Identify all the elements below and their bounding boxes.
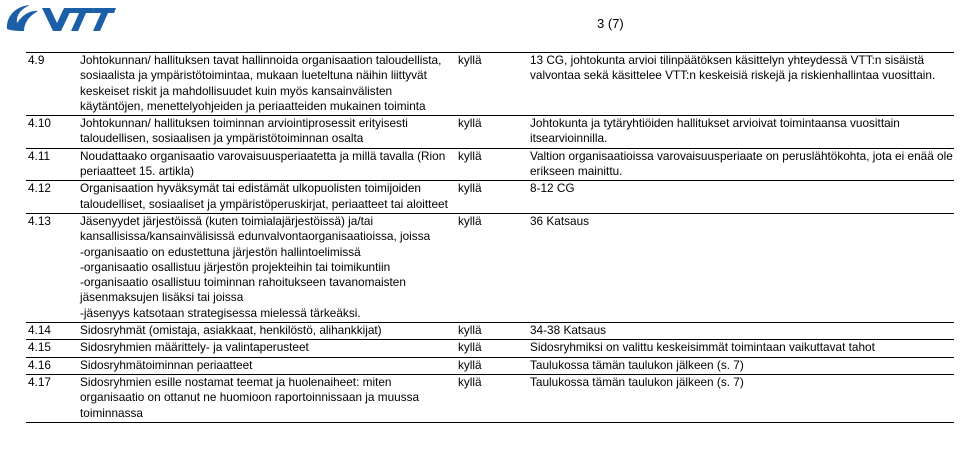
- row-description: Johtokunnan/ hallituksen toiminnan arviointiprosessit erityisesti taloudellisen, sosiaalisen ja ympäristötoiminnan osalta: [80, 116, 408, 146]
- row-description: Jäsenyydet järjestöissä (kuten toimialajärjestöissä) ja/tai kansallisissa/kansainvälisissä edunvalvontaorganisaatioissa, joissa -organisaatio on edustettuna järjestön hallintoelimissä -organisaatio osallistuu järjestön projekteihin tai toimikuntiin -organisaatio osallistuu toiminnan rahoitukseen tavanomaisten jäsenmaksujen lisäksi tai joissa -jäsenyys katsotaan strategisessa mielessä tärkeäksi.: [80, 213, 431, 320]
- row-comment: 8-12 CG: [530, 181, 575, 196]
- row-status: kyllä: [458, 148, 482, 163]
- row-number: 4.14: [28, 323, 51, 338]
- row-comment: 34-38 Katsaus: [530, 323, 607, 338]
- table-row: [26, 357, 954, 374]
- row-description: Noudattaako organisaatio varovaisuusperiaatetta ja millä tavalla (Rion periaatteet 15. artikla): [80, 148, 446, 179]
- row-comment: Valtion organisaatioissa varovaisuusperiaate on peruslähtökohta, jota ei enää ole erikseen mainittu.: [530, 148, 953, 179]
- table-row: [26, 116, 954, 149]
- row-number: 4.15: [28, 340, 51, 355]
- row-number: 4.12: [28, 181, 51, 196]
- row-status: kyllä: [458, 181, 482, 196]
- table-row: [26, 374, 954, 422]
- row-number: 4.9: [28, 53, 45, 67]
- table-row: [26, 213, 954, 322]
- table-row: [26, 181, 954, 214]
- row-description: Sidosryhmien määrittely- ja valintaperusteet: [80, 340, 309, 355]
- row-comment: Sidosryhmiksi on valittu keskeisimmät toimintaan vaikuttavat tahot: [530, 340, 875, 355]
- logo-letter-t2: [92, 8, 116, 31]
- table-row: [26, 340, 954, 357]
- row-description: Sidosryhmät (omistaja, asiakkaat, henkilöstö, alihankkijat): [80, 323, 382, 338]
- page-number: 3 (7): [597, 16, 624, 31]
- logo-swirl-mark: [7, 5, 38, 31]
- gri-requirements-table: [26, 52, 954, 423]
- vtt-logo: [4, 2, 116, 34]
- row-description: Johtokunnan/ hallituksen tavat hallinnoida organisaation taloudellista, sosiaalista ja ympäristötoimintaa, mukaan lueteltuna näihin liittyvät keskeiset riskit ja mahdollisuudet kuin myös kansainvälisten käytäntöjen, menettelyohjeiden ja periaatteiden mukainen toiminta: [80, 53, 442, 113]
- row-status: kyllä: [458, 374, 482, 389]
- row-comment: Taulukossa tämän taulukon jälkeen (s. 7): [530, 357, 744, 372]
- row-status: kyllä: [458, 340, 482, 355]
- row-comment: 36 Katsaus: [530, 213, 590, 228]
- row-status: kyllä: [458, 323, 482, 338]
- row-comment: Taulukossa tämän taulukon jälkeen (s. 7): [530, 374, 744, 389]
- row-number: 4.17: [28, 374, 51, 389]
- row-number: 4.11: [28, 148, 51, 163]
- row-comment: 13 CG, johtokunta arvioi tilinpäätöksen käsittelyn yhteydessä VTT:n sisäistä valvontaa sekä käsittelee VTT:n keskeisiä riskejä ja riskienhallintaa vuosittain.: [530, 53, 936, 83]
- table-row: [26, 148, 954, 181]
- row-comment: Johtokunta ja tytäryhtiöiden hallitukset arvioivat toimintaansa vuosittain itsearvioinnilla.: [530, 116, 900, 146]
- table-row: [26, 323, 954, 340]
- row-status: kyllä: [458, 53, 482, 67]
- row-number: 4.16: [28, 357, 51, 372]
- row-description: Sidosryhmätoiminnan periaatteet: [80, 357, 253, 372]
- row-status: kyllä: [458, 116, 482, 131]
- row-status: kyllä: [458, 357, 482, 372]
- row-status: kyllä: [458, 213, 482, 228]
- row-number: 4.13: [28, 213, 51, 228]
- row-description: Organisaation hyväksymät tai edistämät ulkopuolisten toimijoiden taloudelliset, sosiaaliset ja ympäristöperuskirjat, periaatteet tai aloitteet: [80, 181, 448, 211]
- row-number: 4.10: [28, 116, 51, 131]
- logo-letter-v: [42, 8, 72, 31]
- row-description: Sidosryhmien esille nostamat teemat ja huolenaiheet: miten organisaatio on ottanut ne huomioon raportoinnissaan ja muussa toiminnassa: [80, 374, 420, 420]
- table-row: [26, 53, 954, 116]
- logo-letter-t1: [69, 8, 94, 31]
